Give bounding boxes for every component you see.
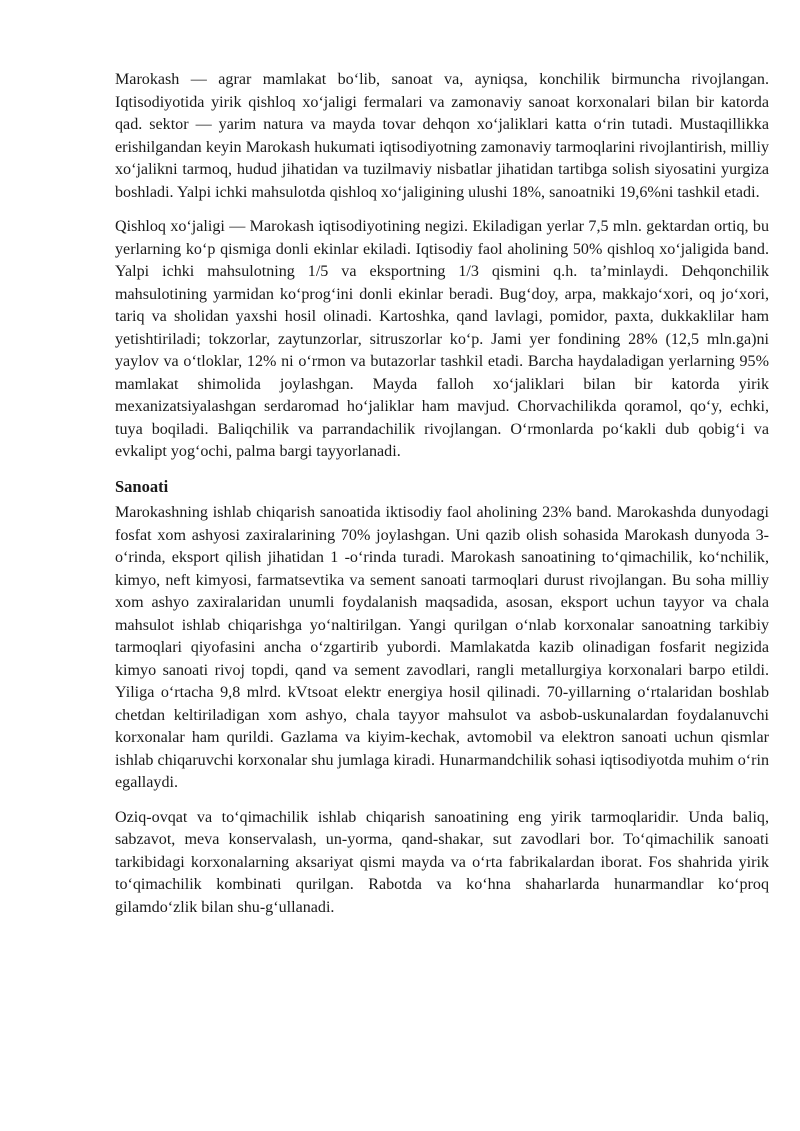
document-page — [115, 69, 769, 931]
paragraph-intro: Marokash — agrar mamlakat bo‘lib, sanoat va, ayniqsa, konchilik birmuncha rivojlangan. Iqtisodiyotida yirik qishloq xo‘jaligi fermalari va zamonaviy sanoat korxonalari bilan bir katorda qad. sektor — yarim natura va mayda tovar dehqon xo‘jaliklari katta o‘rin tutadi. Mustaqillikka erishilgandan keyin Marokash hukumati iqtisodiyotning zamonaviy tarmoqlarini rivojlantirish, milliy xo‘jalikni tarmoq, hudud jihatidan va tuzilmaviy nisbatlar jihatidan tartibga solish siyosatini yurgiza boshladi. Yalpi ichki mahsulotda qishloq xo‘jaligining ulushi 18%, sanoatniki 19,6%ni tashkil etadi. — [115, 71, 769, 201]
paragraph-industry: Marokashning ishlab chiqarish sanoatida iktisodiy faol aholining 23% band. Marokashda dunyodagi fosfat xom ashyosi zaxiralarining 70% joylashgan. Uni qazib olish sohasida Marokash dunyoda 3-o‘rinda, eksport qilish jihatidan 1 -o‘rinda turadi. Marokash sanoatining to‘qimachilik, ko‘nchilik, kimyo, neft kimyosi, farmatsevtika va sement sanoati tarmoqlari durust rivojlangan. Bu soha milliy xom ashyo zaxiralaridan unumli foydalanish maqsadida, asosan, eksport uchun tayyor va chala mahsulot ishlab chiqarishga yo‘naltirilgan. Yangi qurilgan o‘nlab korxonalar sanoatning tarkibiy tarmoqlari qiyofasini ancha o‘zgartirib yubordi. Mamlakatda kazib olinadigan fosfarit negizida kimyo sanoati rivoj topdi, qand va sement zavodlari, rangli metallurgiya korxonalari barpo etildi. Yiliga o‘rtacha 9,8 mlrd. kVtsoat elektr energiya hosil qilinadi. 70-yillarning o‘rtalaridan boshlab chetdan keltiriladigan xom ashyo, chala tayyor mahsulot va asbob-uskunalardan foydalanuvchi korxonalar ham qurildi. Gazlama va kiyim-kechak, avtomobil va elektron sanoati uchun qismlar ishlab chiqaruvchi korxonalar shu jumlaga kiradi. Hunarmandchilik sohasi iqtisodiyotda muhim o‘rin egallaydi. — [115, 504, 769, 791]
section-heading: Sanoati — [115, 476, 169, 496]
paragraph-agriculture: Qishloq xo‘jaligi — Marokash iqtisodiyotining negizi. Ekiladigan yerlar 7,5 mln. gektardan ortiq, bu yerlarning ko‘p qismiga donli ekinlar ekiladi. Iqtisodiy faol aholining 50% qishloq xo‘jaligida band. Yalpi ichki mahsulotning 1/5 va eksportning 1/3 qismini q.h. ta’minlaydi. Dehqonchilik mahsulotining yarmidan ko‘prog‘ini donli ekinlar beradi. Bug‘doy, arpa, makkajo‘xori, oq jo‘xori, tariq va sholidan yaxshi hosil olinadi. Kartoshka, qand lavlagi, pomidor, paxta, dukkaklilar ham yetishtiriladi; tokzorlar, zaytunzorlar, sitruszorlar ko‘p. Jami yer fondining 28% (12,5 mln.ga)ni yaylov va o‘tloklar, 12% ni o‘rmon va butazorlar tashkil etadi. Barcha haydaladigan yerlarning 95% mamlakat shimolida joylashgan. Mayda falloh xo‘jaliklari bilan bir katorda yirik mexanizatsiyalashgan serdaromad ho‘jaliklar ham mavjud. Chorvachilikda qoramol, qo‘y, echki, tuya boqiladi. Baliqchilik va parrandachilik rivojlangan. O‘rmonlarda po‘kakli dub qobig‘i va evkalipt yog‘ochi, palma bargi tayyorlanadi. — [115, 218, 769, 460]
paragraph-food-textile: Oziq-ovqat va to‘qimachilik ishlab chiqarish sanoatining eng yirik tarmoqlaridir. Unda baliq, sabzavot, meva konservalash, un-yorma, qand-shakar, sut zavodlari bor. To‘qimachilik sanoati tarkibidagi korxonalarning aksariyat qismi mayda va o‘rta fabrikalardan iborat. Fos shahrida yirik to‘qimachilik kombinati qurilgan. Rabotda va ko‘hna shaharlarda hunarmandlar ko‘proq gilamdo‘zlik bilan shu-g‘ullanadi. — [115, 808, 769, 916]
